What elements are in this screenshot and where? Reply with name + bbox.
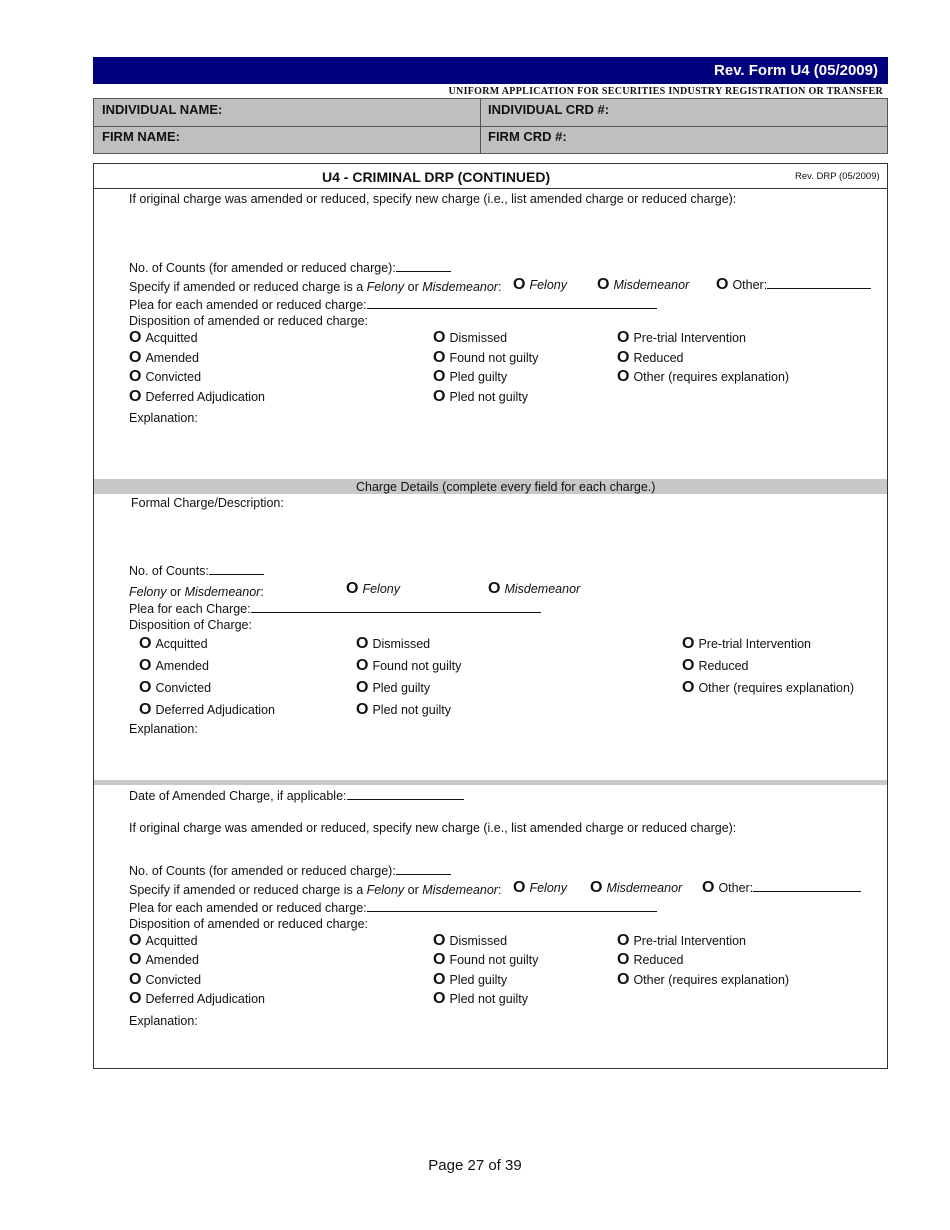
disp-pled-guilty[interactable]: O Pled guilty [433,368,508,385]
disp2-dismissed[interactable]: O Dismissed [433,932,508,949]
disp-amended[interactable]: O Amended [129,349,199,366]
amended-specify: Specify if amended or reduced charge is a Felony or Misdemeanor: [129,280,502,294]
disp-acquitted[interactable]: O Acquitted [129,329,198,346]
firm-name-label: FIRM NAME: [102,129,180,144]
page-number: Page 27 of 39 [428,1157,522,1174]
charge-felony-misd: Felony or Misdemeanor: [129,585,264,599]
charge-plea: Plea for each Charge: [129,601,541,616]
disp2-pled-not-guilty[interactable]: O Pled not guilty [433,990,528,1007]
disp-convicted[interactable]: O Convicted [129,368,202,385]
amended2-disposition: Disposition of amended or reduced charge: [129,917,369,931]
charge-disp-dismissed[interactable]: O Dismissed [356,635,431,652]
amended2-intro: If original charge was amended or reduced, specify new charge (i.e., list amended charge or reduced charge): [129,821,737,835]
charge-plea-field[interactable] [251,601,541,613]
charge-disp-reduced[interactable]: O Reduced [682,657,749,674]
radio2-felony[interactable]: O Felony [513,879,567,896]
section-title: U4 - CRIMINAL DRP (CONTINUED) [322,169,551,185]
drp-revision: Rev. DRP (05/2009) [795,171,880,182]
individual-crd-label: INDIVIDUAL CRD #: [488,102,610,117]
charge-details-title: Charge Details (complete every field for each charge.) [356,480,656,494]
identity-grid [93,98,888,154]
amended-explanation: Explanation: [129,411,198,425]
charge-counts-field[interactable] [209,563,264,575]
amended-counts: No. of Counts (for amended or reduced charge): [129,260,451,275]
charge-radio-misdemeanor[interactable]: O Misdemeanor [488,580,581,597]
individual-name-label: INDIVIDUAL NAME: [102,102,223,117]
disp-reduced[interactable]: O Reduced [617,349,684,366]
disp-pretrial[interactable]: O Pre-trial Intervention [617,329,747,346]
charge-disp-acquitted[interactable]: O Acquitted [139,635,208,652]
firm-crd-label: FIRM CRD #: [488,129,567,144]
disp2-found-not-guilty[interactable]: O Found not guilty [433,951,539,968]
disp-dismissed[interactable]: O Dismissed [433,329,508,346]
disp2-convicted[interactable]: O Convicted [129,971,202,988]
header-bar [93,57,888,84]
disp2-deferred[interactable]: O Deferred Adjudication [129,990,265,1007]
amended-disposition: Disposition of amended or reduced charge: [129,314,369,328]
disp-other[interactable]: O Other (requires explanation) [617,368,790,385]
amended-date: Date of Amended Charge, if applicable: [129,788,464,803]
amended-intro: If original charge was amended or reduced, specify new charge (i.e., list amended charge or reduced charge): [129,192,737,206]
form-title: Rev. Form U4 (05/2009) [714,62,878,79]
radio-misdemeanor[interactable]: O Misdemeanor [597,276,690,293]
counts-field[interactable] [396,260,451,272]
section-separator [94,780,887,785]
amended2-explanation: Explanation: [129,1014,198,1028]
charge-disp-amended[interactable]: O Amended [139,657,209,674]
counts2-field[interactable] [396,863,451,875]
charge-disposition: Disposition of Charge: [129,618,252,632]
plea2-field[interactable] [367,900,657,912]
charge-disp-deferred[interactable]: O Deferred Adjudication [139,701,275,718]
disp2-acquitted[interactable]: O Acquitted [129,932,198,949]
disp2-reduced[interactable]: O Reduced [617,951,684,968]
radio-felony[interactable]: O Felony [513,276,567,293]
disp2-pretrial[interactable]: O Pre-trial Intervention [617,932,747,949]
uniform-application-title: UNIFORM APPLICATION FOR SECURITIES INDUSTRY REGISTRATION OR TRANSFER [448,86,883,97]
charge-radio-felony[interactable]: O Felony [346,580,400,597]
radio2-other[interactable]: O Other: [702,879,861,897]
charge-disp-pled-guilty[interactable]: O Pled guilty [356,679,431,696]
plea-field[interactable] [367,297,657,309]
radio2-misdemeanor[interactable]: O Misdemeanor [590,879,683,896]
radio-other[interactable]: O Other: [716,276,871,294]
charge-disp-pretrial[interactable]: O Pre-trial Intervention [682,635,812,652]
disp2-amended[interactable]: O Amended [129,951,199,968]
charge-disp-pled-not-guilty[interactable]: O Pled not guilty [356,701,451,718]
disp-deferred[interactable]: O Deferred Adjudication [129,388,265,405]
disp-pled-not-guilty[interactable]: O Pled not guilty [433,388,528,405]
disp2-other[interactable]: O Other (requires explanation) [617,971,790,988]
amended2-plea: Plea for each amended or reduced charge: [129,900,657,915]
charge-disp-convicted[interactable]: O Convicted [139,679,212,696]
charge-disp-found-not-guilty[interactable]: O Found not guilty [356,657,462,674]
amended2-specify: Specify if amended or reduced charge is a Felony or Misdemeanor: [129,883,502,897]
disp-found-not-guilty[interactable]: O Found not guilty [433,349,539,366]
disp2-pled-guilty[interactable]: O Pled guilty [433,971,508,988]
other-field[interactable] [767,277,871,289]
amended2-counts: No. of Counts (for amended or reduced charge): [129,863,451,878]
charge-disp-other[interactable]: O Other (requires explanation) [682,679,855,696]
other2-field[interactable] [753,880,861,892]
amended-plea: Plea for each amended or reduced charge: [129,297,657,312]
formal-charge: Formal Charge/Description: [131,496,284,510]
charge-counts: No. of Counts: [129,563,264,578]
amended-date-field[interactable] [347,788,464,800]
charge-explanation: Explanation: [129,722,198,736]
